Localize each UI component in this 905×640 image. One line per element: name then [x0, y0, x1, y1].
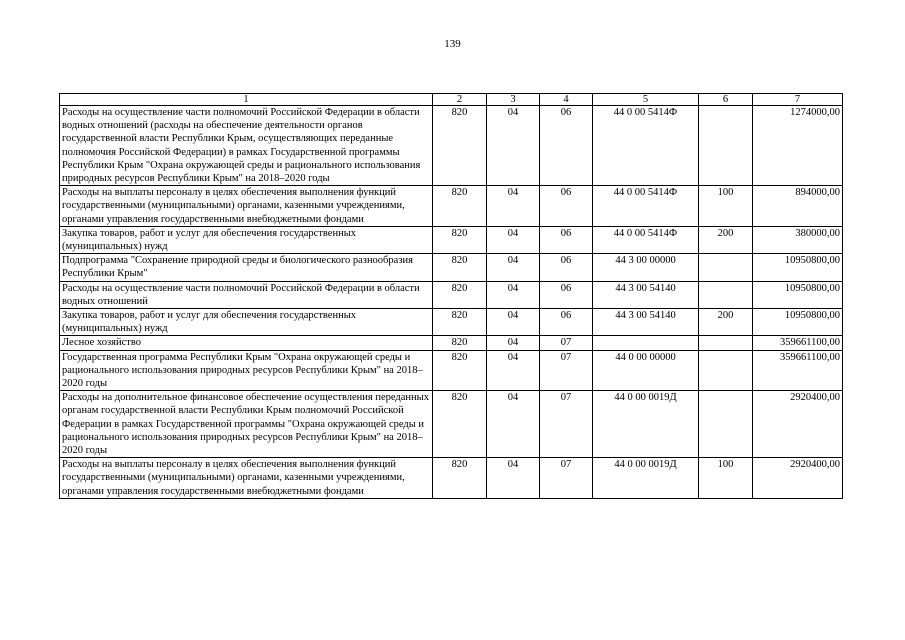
section-code: 04	[487, 186, 540, 227]
expense-type-code	[699, 350, 753, 391]
admin-code: 820	[433, 254, 487, 281]
expense-type-code	[699, 254, 753, 281]
table-row	[60, 226, 843, 253]
amount: 10950800,00	[753, 309, 843, 336]
section-code: 04	[487, 254, 540, 281]
amount: 359661100,00	[753, 336, 843, 350]
subsection-code: 06	[540, 186, 593, 227]
target-article-code	[593, 336, 699, 350]
subsection-code: 06	[540, 254, 593, 281]
table-header-row	[60, 94, 843, 106]
row-name: Лесное хозяйство	[60, 336, 433, 350]
expense-type-code: 100	[699, 186, 753, 227]
table-row	[60, 254, 843, 281]
admin-code: 820	[433, 458, 487, 499]
column-header: 4	[540, 94, 593, 106]
column-header: 2	[433, 94, 487, 106]
expense-type-code	[699, 281, 753, 308]
section-code: 04	[487, 106, 540, 186]
amount: 380000,00	[753, 226, 843, 253]
amount: 894000,00	[753, 186, 843, 227]
expense-type-code: 200	[699, 309, 753, 336]
admin-code: 820	[433, 186, 487, 227]
row-name: Государственная программа Республики Крым "Охрана окружающей среды и рационального использования природных ресурсов Республики Крым" на 2018–2020 годы	[60, 350, 433, 391]
subsection-code: 07	[540, 391, 593, 458]
section-code: 04	[487, 309, 540, 336]
section-code: 04	[487, 336, 540, 350]
target-article-code: 44 0 00 00000	[593, 350, 699, 391]
admin-code: 820	[433, 106, 487, 186]
expense-type-code	[699, 391, 753, 458]
subsection-code: 07	[540, 350, 593, 391]
admin-code: 820	[433, 281, 487, 308]
table-row	[60, 458, 843, 499]
admin-code: 820	[433, 350, 487, 391]
target-article-code: 44 0 00 0019Д	[593, 391, 699, 458]
admin-code: 820	[433, 309, 487, 336]
admin-code: 820	[433, 336, 487, 350]
target-article-code: 44 3 00 00000	[593, 254, 699, 281]
column-header: 5	[593, 94, 699, 106]
row-name: Расходы на выплаты персоналу в целях обеспечения выполнения функций государственными (муниципальными) органами, казенными учреждениями, органами управления государственными внебюджетными фондами	[60, 458, 433, 499]
subsection-code: 07	[540, 458, 593, 499]
amount: 1274000,00	[753, 106, 843, 186]
target-article-code: 44 0 00 0019Д	[593, 458, 699, 499]
subsection-code: 07	[540, 336, 593, 350]
section-code: 04	[487, 458, 540, 499]
amount: 10950800,00	[753, 254, 843, 281]
target-article-code: 44 0 00 5414Ф	[593, 226, 699, 253]
table-row	[60, 186, 843, 227]
amount: 2920400,00	[753, 391, 843, 458]
row-name: Закупка товаров, работ и услуг для обеспечения государственных (муниципальных) нужд	[60, 226, 433, 253]
row-name: Расходы на выплаты персоналу в целях обеспечения выполнения функций государственными (муниципальными) органами, казенными учреждениями, органами управления государственными внебюджетными фондами	[60, 186, 433, 227]
subsection-code: 06	[540, 226, 593, 253]
table-row	[60, 350, 843, 391]
section-code: 04	[487, 281, 540, 308]
column-header: 3	[487, 94, 540, 106]
row-name: Закупка товаров, работ и услуг для обеспечения государственных (муниципальных) нужд	[60, 309, 433, 336]
section-code: 04	[487, 391, 540, 458]
amount: 2920400,00	[753, 458, 843, 499]
amount: 359661100,00	[753, 350, 843, 391]
table-row	[60, 391, 843, 458]
target-article-code: 44 0 00 5414Ф	[593, 186, 699, 227]
table-row	[60, 106, 843, 186]
admin-code: 820	[433, 226, 487, 253]
expense-type-code	[699, 336, 753, 350]
page-number: 139	[444, 38, 461, 50]
target-article-code: 44 0 00 5414Ф	[593, 106, 699, 186]
subsection-code: 06	[540, 281, 593, 308]
admin-code: 820	[433, 391, 487, 458]
row-name: Расходы на осуществление части полномочий Российской Федерации в области водных отношений (расходы на обеспечение деятельности органов государственной власти Республики Крым, осуществляющих переданные полномочия Российской Федерации) в рамках Государственной программы Республики Крым "Охрана окружающей среды и рационального использования природных ресурсов Республики Крым" на 2018–2020 годы	[60, 106, 433, 186]
budget-table	[59, 93, 843, 499]
target-article-code: 44 3 00 54140	[593, 309, 699, 336]
table-row	[60, 309, 843, 336]
section-code: 04	[487, 350, 540, 391]
column-header: 1	[60, 94, 433, 106]
expense-type-code: 200	[699, 226, 753, 253]
expense-type-code	[699, 106, 753, 186]
amount: 10950800,00	[753, 281, 843, 308]
target-article-code: 44 3 00 54140	[593, 281, 699, 308]
subsection-code: 06	[540, 309, 593, 336]
row-name: Расходы на дополнительное финансовое обеспечение осуществления переданных органам государственной власти Республики Крым полномочий Российской Федерации в рамках Государственной программы "Охрана окружающей среды и рационального использования природных ресурсов Республики Крым" на 2018–2020 годы	[60, 391, 433, 458]
section-code: 04	[487, 226, 540, 253]
expense-type-code: 100	[699, 458, 753, 499]
table-row	[60, 281, 843, 308]
column-header: 7	[753, 94, 843, 106]
column-header: 6	[699, 94, 753, 106]
row-name: Расходы на осуществление части полномочий Российской Федерации в области водных отношений	[60, 281, 433, 308]
subsection-code: 06	[540, 106, 593, 186]
table-row	[60, 336, 843, 350]
row-name: Подпрограмма "Сохранение природной среды и биологического разнообразия Республики Крым"	[60, 254, 433, 281]
